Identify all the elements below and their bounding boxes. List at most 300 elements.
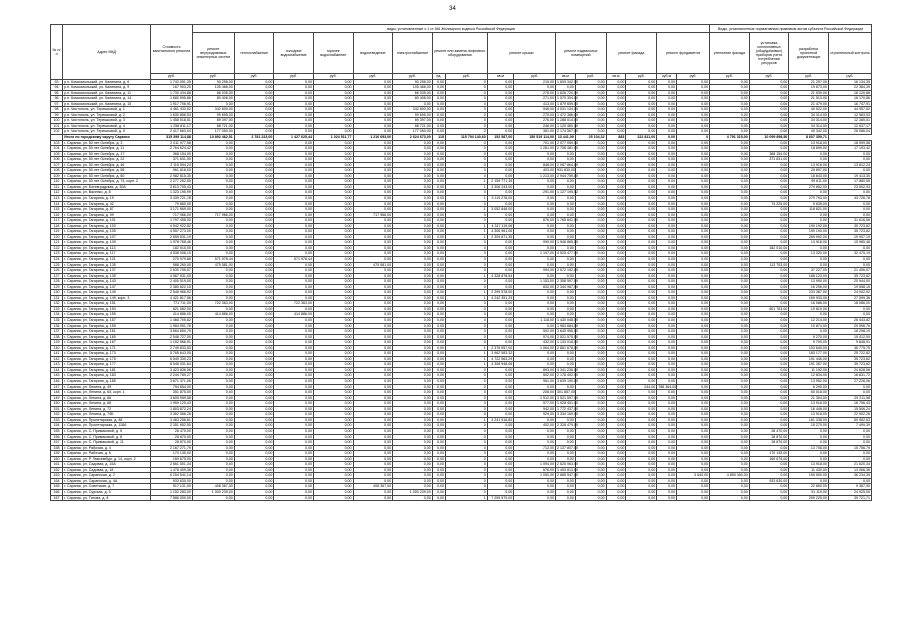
value-cell: 0,00 xyxy=(626,273,657,279)
address-cell: г. Саранск, ул. Гагарина, д. 42 xyxy=(63,201,151,207)
value-cell: 0,00 xyxy=(487,406,513,412)
value-cell: 961 818,00 xyxy=(151,168,193,174)
value-cell: 0,00 xyxy=(556,207,576,213)
address-cell: Итого по городскому округу Саранск xyxy=(63,134,151,140)
value-cell: 0,00 xyxy=(789,428,829,434)
value-cell: 0,00 xyxy=(514,489,556,495)
value-cell: 32 475,19 xyxy=(828,251,871,257)
value-cell: 0,00 xyxy=(626,207,657,213)
value-cell: 0,00 xyxy=(192,323,234,329)
value-cell: 402,00 xyxy=(514,423,556,429)
value-cell: 0,00 xyxy=(606,123,626,129)
value-cell: 0 xyxy=(445,323,487,329)
value-cell: 0,00 xyxy=(353,356,393,362)
value-cell: 0,00 xyxy=(657,184,677,190)
value-cell: 0,00 xyxy=(274,273,314,279)
value-cell: 0,00 xyxy=(192,207,234,213)
value-cell: 0,00 xyxy=(487,262,513,268)
row-number: 96 xyxy=(51,96,63,102)
value-cell: 0,00 xyxy=(626,212,657,218)
address-cell: г. Саранск, ул. С. Примаковой, д. 8 xyxy=(63,434,151,440)
value-cell: 4 461 433,52 xyxy=(151,107,193,113)
value-cell: 0,00 xyxy=(313,146,353,152)
value-cell: 0,00 xyxy=(353,218,393,224)
value-cell: 0,00 xyxy=(192,434,234,440)
unit-cell: куб.м xyxy=(657,74,677,80)
value-cell: 16 296,00 xyxy=(789,284,829,290)
value-cell: 0,00 xyxy=(828,478,871,484)
value-cell: 4 306 961,06 xyxy=(487,229,513,235)
value-cell: 0 xyxy=(445,379,487,385)
value-cell: 0,00 xyxy=(789,451,829,457)
value-cell: 0,00 xyxy=(353,195,393,201)
value-cell: 16 756,43 xyxy=(828,401,871,407)
value-cell: 12 385,51 xyxy=(828,118,871,124)
value-cell: 0,00 xyxy=(749,240,789,246)
value-cell: 0,00 xyxy=(393,207,433,213)
other-header: утепление фасада xyxy=(710,33,750,74)
value-cell: 0,00 xyxy=(393,212,433,218)
value-cell: 0,00 xyxy=(274,212,314,218)
value-cell: 0,00 xyxy=(657,79,677,85)
value-cell: 0,00 xyxy=(234,112,274,118)
value-cell: 99 695,00 xyxy=(192,112,234,118)
value-cell: 13 918,00 xyxy=(789,412,829,418)
value-cell: 929,00 xyxy=(514,412,556,418)
value-cell: 0,00 xyxy=(487,462,513,468)
row-number: 139 xyxy=(51,340,63,346)
value-cell: 0,00 xyxy=(606,184,626,190)
value-cell: 0,00 xyxy=(710,362,750,368)
value-cell: 0 xyxy=(445,428,487,434)
value-cell: 571 978,44 xyxy=(274,257,314,263)
value-cell: 0,00 xyxy=(313,434,353,440)
value-cell: 0,00 xyxy=(657,179,677,185)
value-cell: 0,00 xyxy=(606,168,626,174)
value-cell: 0,00 xyxy=(393,356,433,362)
value-cell: 0,00 xyxy=(393,379,433,385)
value-cell: 0,00 xyxy=(313,445,353,451)
value-cell: 23 602,93 xyxy=(828,184,871,190)
value-cell: 0 xyxy=(445,218,487,224)
value-cell: 0,00 xyxy=(487,201,513,207)
value-cell: 0,00 xyxy=(432,451,445,457)
other-header: установка коллективных (общедомовых) приборов учета потребления ресурсов xyxy=(749,33,789,74)
value-cell: 722 363,00 xyxy=(192,301,234,307)
value-cell: 0,00 xyxy=(606,329,626,335)
value-cell: 0,00 xyxy=(514,478,556,484)
type-header: теплоснабжение xyxy=(234,33,274,74)
value-cell: 0,00 xyxy=(677,384,710,390)
type-header: горячее водоснабжение xyxy=(313,33,353,74)
value-cell: 0,00 xyxy=(274,456,314,462)
value-cell: 3 463 256,61 xyxy=(151,417,193,423)
row-number: 102 xyxy=(51,129,63,135)
value-cell: 0,00 xyxy=(192,329,234,335)
value-cell: 0,00 xyxy=(274,234,314,240)
value-cell: 0,00 xyxy=(626,101,657,107)
value-cell: 9 270,00 xyxy=(789,334,829,340)
value-cell: 0,00 xyxy=(487,390,513,396)
row-number: 119 xyxy=(51,229,63,235)
value-cell: 0,00 xyxy=(192,184,234,190)
value-cell: 0,00 xyxy=(575,412,606,418)
value-cell: 0,00 xyxy=(192,218,234,224)
value-cell: 0 xyxy=(445,451,487,457)
value-cell: 74 225,00 xyxy=(749,201,789,207)
value-cell: 1 118,00 xyxy=(514,318,556,324)
value-cell: 0,00 xyxy=(749,329,789,335)
value-cell: 0,00 xyxy=(432,218,445,224)
value-cell: 0,00 xyxy=(432,262,445,268)
value-cell: 0,00 xyxy=(606,107,626,113)
value-cell: 0,00 xyxy=(274,245,314,251)
row-number: 128 xyxy=(51,279,63,285)
value-cell: 0,00 xyxy=(313,157,353,163)
value-cell: 0,00 xyxy=(313,90,353,96)
value-cell: 35 723,82 xyxy=(828,356,871,362)
value-cell: 0,00 xyxy=(626,218,657,224)
row-number: 118 xyxy=(51,223,63,229)
row-number: 106 xyxy=(51,157,63,163)
value-cell: 2 546 727,00 xyxy=(151,334,193,340)
value-cell: 0,00 xyxy=(677,379,710,385)
value-cell: 0,00 xyxy=(677,123,710,129)
value-cell: 0,00 xyxy=(313,173,353,179)
value-cell: 0,00 xyxy=(657,312,677,318)
value-cell: 0,00 xyxy=(657,367,677,373)
value-cell: 0,00 xyxy=(677,201,710,207)
value-cell: 1 803 872,24 xyxy=(151,406,193,412)
value-cell: 0,00 xyxy=(710,367,750,373)
value-cell: 0,00 xyxy=(828,207,871,213)
value-cell: 0,00 xyxy=(710,223,750,229)
value-cell: 0,00 xyxy=(514,456,556,462)
value-cell: 0,00 xyxy=(710,284,750,290)
row-number: 93 xyxy=(51,79,63,85)
value-cell: 29 211,58 xyxy=(828,395,871,401)
value-cell: 0,00 xyxy=(432,162,445,168)
value-cell: 0,00 xyxy=(432,340,445,346)
row-number: 157 xyxy=(51,440,63,446)
value-cell: 0,00 xyxy=(353,379,393,385)
value-cell: 0,00 xyxy=(234,423,274,429)
cost-header: Стоимость капитального ремонта xyxy=(151,25,193,74)
value-cell: 0,00 xyxy=(432,390,445,396)
row-number: 167 xyxy=(51,495,63,501)
value-cell: 2 380 822,15 xyxy=(151,284,193,290)
value-cell: 0,00 xyxy=(274,473,314,479)
value-cell: 0,00 xyxy=(353,107,393,113)
value-cell: 0,00 xyxy=(514,301,556,307)
value-cell: 9 700,00 xyxy=(789,340,829,346)
value-cell: 34 314,00 xyxy=(789,123,829,129)
value-cell: 0,00 xyxy=(432,290,445,296)
value-cell: 0,00 xyxy=(313,201,353,207)
value-cell: 0,00 xyxy=(192,417,234,423)
value-cell: 0,00 xyxy=(710,440,750,446)
value-cell: 66 035,00 xyxy=(393,90,433,96)
address-cell: г. Саранск, ул. Гагарина, д. 173 xyxy=(63,351,151,357)
value-cell: 0,00 xyxy=(677,257,710,263)
address-cell: г. Саранск, ул. Гагарина, д. 185 xyxy=(63,379,151,385)
value-cell: 0,00 xyxy=(432,312,445,318)
value-cell: 0,00 xyxy=(393,284,433,290)
value-cell: 0,00 xyxy=(487,367,513,373)
address-header: Адрес МКД xyxy=(63,25,151,80)
value-cell: 0,00 xyxy=(606,489,626,495)
value-cell: 0,00 xyxy=(575,96,606,102)
value-cell: 0,00 xyxy=(274,478,314,484)
value-cell: 0,00 xyxy=(749,129,789,135)
value-cell: 0,00 xyxy=(657,212,677,218)
value-cell: 0,00 xyxy=(353,417,393,423)
value-cell: 0 xyxy=(445,318,487,324)
value-cell: 0,00 xyxy=(657,451,677,457)
value-cell: 676,00 xyxy=(514,218,556,224)
value-cell: 0,00 xyxy=(626,190,657,196)
value-cell: 0,00 xyxy=(828,451,871,457)
value-cell: 1 120 460,00 xyxy=(557,123,578,128)
value-cell: 0,00 xyxy=(677,118,710,124)
value-cell: 933 630,00 xyxy=(151,478,193,484)
value-cell: 0,00 xyxy=(274,384,314,390)
address-cell: г. Саранск, ул. Гагарина, д. 153 xyxy=(63,306,151,312)
value-cell: 0,00 xyxy=(274,356,314,362)
value-cell: 0,00 xyxy=(657,284,677,290)
value-cell: 0,00 xyxy=(393,195,433,201)
value-cell: 0,00 xyxy=(657,123,677,129)
value-cell: 0,00 xyxy=(313,406,353,412)
row-number: 134 xyxy=(51,312,63,318)
address-cell: г. Саранск, ул. Гагарина, д. 99 xyxy=(63,212,151,218)
value-cell: 0,00 xyxy=(393,345,433,351)
value-cell: 190 900,00 xyxy=(789,473,829,479)
value-cell: 0,00 xyxy=(828,257,871,263)
value-cell: 113 753,00 xyxy=(749,262,789,268)
value-cell: 0,00 xyxy=(313,440,353,446)
value-cell: 0,00 xyxy=(393,245,433,251)
value-cell: 1 978 768,46 xyxy=(151,240,193,246)
value-cell: 0,00 xyxy=(657,406,677,412)
value-cell: 0,00 xyxy=(626,129,657,135)
value-cell: 0,00 xyxy=(749,190,789,196)
value-cell: 0,00 xyxy=(192,251,234,257)
address-cell: р.п. Комсомольский, ул. Калинина, д. 11 xyxy=(63,90,151,96)
value-cell: 4 328 878,54 xyxy=(487,273,513,279)
value-cell: 0,00 xyxy=(393,423,433,429)
value-cell: 2 400 519,00 xyxy=(151,279,193,285)
value-cell: 0,00 xyxy=(432,356,445,362)
value-cell: 0,00 xyxy=(657,90,677,96)
value-cell: 13 708,00 xyxy=(789,445,829,451)
address-cell: г. Саранск, ул. 50 лет Октября, д. 46 xyxy=(63,162,151,168)
value-cell: 50 962,63 xyxy=(828,417,871,423)
value-cell: 0,00 xyxy=(353,489,393,495)
value-cell: 0,00 xyxy=(234,262,274,268)
value-cell: 13 918,00 xyxy=(789,240,829,246)
value-cell: 0,00 xyxy=(606,85,626,91)
row-number: 121 xyxy=(51,240,63,246)
address-cell: г. Саранск, ул. Ленина, д. 66 xyxy=(63,395,151,401)
value-cell: 0,00 xyxy=(432,456,445,462)
value-cell: 0,00 xyxy=(192,384,234,390)
value-cell: 0,00 xyxy=(575,401,606,407)
value-cell: 0,00 xyxy=(556,417,576,423)
value-cell: 0,00 xyxy=(274,268,314,274)
address-cell: г. Саранск, ул. 50 лет Октября, д. 60 xyxy=(63,173,151,179)
address-cell: г. Саранск, ул. Гагарина, д. 105 xyxy=(63,229,151,235)
value-cell: 0,00 xyxy=(749,312,789,318)
value-cell: 0,00 xyxy=(353,334,393,340)
value-cell: 0,00 xyxy=(353,406,393,412)
value-cell: 3 639 190,00 xyxy=(557,379,578,384)
value-cell: 0,00 xyxy=(677,462,710,468)
value-cell: 0,00 xyxy=(234,384,274,390)
value-cell: 0,00 xyxy=(487,245,513,251)
value-cell: 21 479,00 xyxy=(789,101,829,107)
value-cell: 0,00 xyxy=(353,129,393,135)
value-cell: 0,00 xyxy=(606,118,626,124)
value-cell: 0,00 xyxy=(657,146,677,152)
value-cell: 19 413,30 xyxy=(828,173,871,179)
value-cell: 0,00 xyxy=(749,362,789,368)
value-cell: 0,00 xyxy=(606,445,626,451)
value-cell: 0,00 xyxy=(274,445,314,451)
value-cell: 0,00 xyxy=(575,478,606,484)
value-cell: 0 xyxy=(445,484,487,490)
value-cell: 1 468 705,82 xyxy=(151,318,193,324)
address-cell: г. Саранск, ул. Гагарина, д. 143 xyxy=(63,279,151,285)
value-cell: 0,00 xyxy=(432,495,445,501)
value-cell: 89 397,00 xyxy=(192,118,234,124)
value-cell: 0,00 xyxy=(677,85,710,91)
value-cell: 0,00 xyxy=(393,478,433,484)
value-cell: 0,00 xyxy=(749,212,789,218)
value-cell: 0,00 xyxy=(487,329,513,335)
row-number: 108 xyxy=(51,168,63,174)
value-cell: 0,00 xyxy=(575,118,606,124)
row-number: 101 xyxy=(51,123,63,129)
value-cell: 0,00 xyxy=(234,229,274,235)
value-cell: 0,00 xyxy=(313,162,353,168)
value-cell: 0,00 xyxy=(828,245,871,251)
value-cell: 0,00 xyxy=(192,478,234,484)
value-cell: 0,00 xyxy=(657,395,677,401)
value-cell: 1 064,00 xyxy=(514,345,556,351)
value-cell: 0,00 xyxy=(606,140,626,146)
value-cell: 0,00 xyxy=(677,362,710,368)
value-cell: 0,00 xyxy=(657,345,677,351)
value-cell: 0,00 xyxy=(432,129,445,135)
row-number: 112 xyxy=(51,190,63,196)
value-cell: 0,00 xyxy=(657,473,677,479)
value-cell: 0,00 xyxy=(514,323,556,329)
value-cell: 0,00 xyxy=(432,223,445,229)
value-cell: 0,00 xyxy=(192,495,234,501)
value-cell: 0,00 xyxy=(606,334,626,340)
value-cell: 0,00 xyxy=(353,90,393,96)
value-cell: 0,00 xyxy=(710,301,750,307)
value-cell: 0,00 xyxy=(432,201,445,207)
value-cell: 0,00 xyxy=(487,423,513,429)
value-cell: 988 260,00 xyxy=(151,262,193,268)
value-cell: 0,00 xyxy=(432,323,445,329)
unit-cell: руб. xyxy=(575,74,606,80)
value-cell: 0,00 xyxy=(514,157,556,163)
value-cell: 0,00 xyxy=(575,179,606,185)
row-number: 144 xyxy=(51,367,63,373)
value-cell: 0 xyxy=(445,406,487,412)
value-cell: 90 258,00 xyxy=(192,79,234,85)
address-cell: г. Саранск, ул. Саранская, д. 2 xyxy=(63,473,151,479)
value-cell: 0,00 xyxy=(487,467,513,473)
value-cell: 0,00 xyxy=(313,195,353,201)
value-cell: 191 446,00 xyxy=(789,356,829,362)
value-cell: 11 192,00 xyxy=(789,367,829,373)
value-cell: 0,00 xyxy=(313,345,353,351)
value-cell: 371 631,00 xyxy=(749,157,789,163)
value-cell: 0,00 xyxy=(657,279,677,285)
value-cell: 368 154,00 xyxy=(151,151,193,157)
value-cell: 0 xyxy=(445,123,487,129)
value-cell: 0,00 xyxy=(606,179,626,185)
value-cell: 0,00 xyxy=(657,495,677,501)
value-cell: 6 254 541,14 xyxy=(151,473,193,479)
value-cell: 999,00 xyxy=(514,240,556,246)
row-number: 123 xyxy=(51,251,63,257)
value-cell: 0,00 xyxy=(353,345,393,351)
value-cell: 0,00 xyxy=(353,251,393,257)
table-body xyxy=(51,79,872,501)
value-cell: 0,00 xyxy=(192,334,234,340)
value-cell: 0,00 xyxy=(432,395,445,401)
value-cell: 0,00 xyxy=(514,245,556,251)
value-cell: 4 525 477,00 xyxy=(557,251,578,256)
value-cell: 0 xyxy=(445,306,487,312)
value-cell: 7 259 579,00 xyxy=(487,495,513,501)
value-cell: 182 010,00 xyxy=(151,245,193,251)
value-cell: 0,00 xyxy=(514,417,556,423)
value-cell: 0 xyxy=(445,212,487,218)
value-cell: 0,00 xyxy=(710,234,750,240)
value-cell: 0,00 xyxy=(393,445,433,451)
value-cell: 0,00 xyxy=(749,445,789,451)
value-cell: 0,00 xyxy=(487,412,513,418)
value-cell: 0,00 xyxy=(514,229,556,235)
value-cell: 0,00 xyxy=(234,218,274,224)
value-cell: 801 763,00 xyxy=(749,306,789,312)
value-cell: 0,00 xyxy=(575,467,606,473)
value-cell: 0,00 xyxy=(710,323,750,329)
value-cell: 0,00 xyxy=(353,423,393,429)
value-cell: 0,00 xyxy=(749,168,789,174)
row-number: 132 xyxy=(51,301,63,307)
value-cell: 0,00 xyxy=(828,201,871,207)
value-cell: 0,00 xyxy=(657,140,677,146)
value-cell: 0,00 xyxy=(313,306,353,312)
row-number: 125 xyxy=(51,262,63,268)
value-cell: 0 xyxy=(445,268,487,274)
value-cell: 0,00 xyxy=(274,451,314,457)
value-cell: 28 870,00 xyxy=(749,434,789,440)
value-cell: 0,00 xyxy=(606,212,626,218)
value-cell: 0,00 xyxy=(353,162,393,168)
value-cell: 0,00 xyxy=(556,489,576,495)
row-number: 97 xyxy=(51,101,63,107)
value-cell: 0,00 xyxy=(274,157,314,163)
value-cell: 28 470,00 xyxy=(749,428,789,434)
